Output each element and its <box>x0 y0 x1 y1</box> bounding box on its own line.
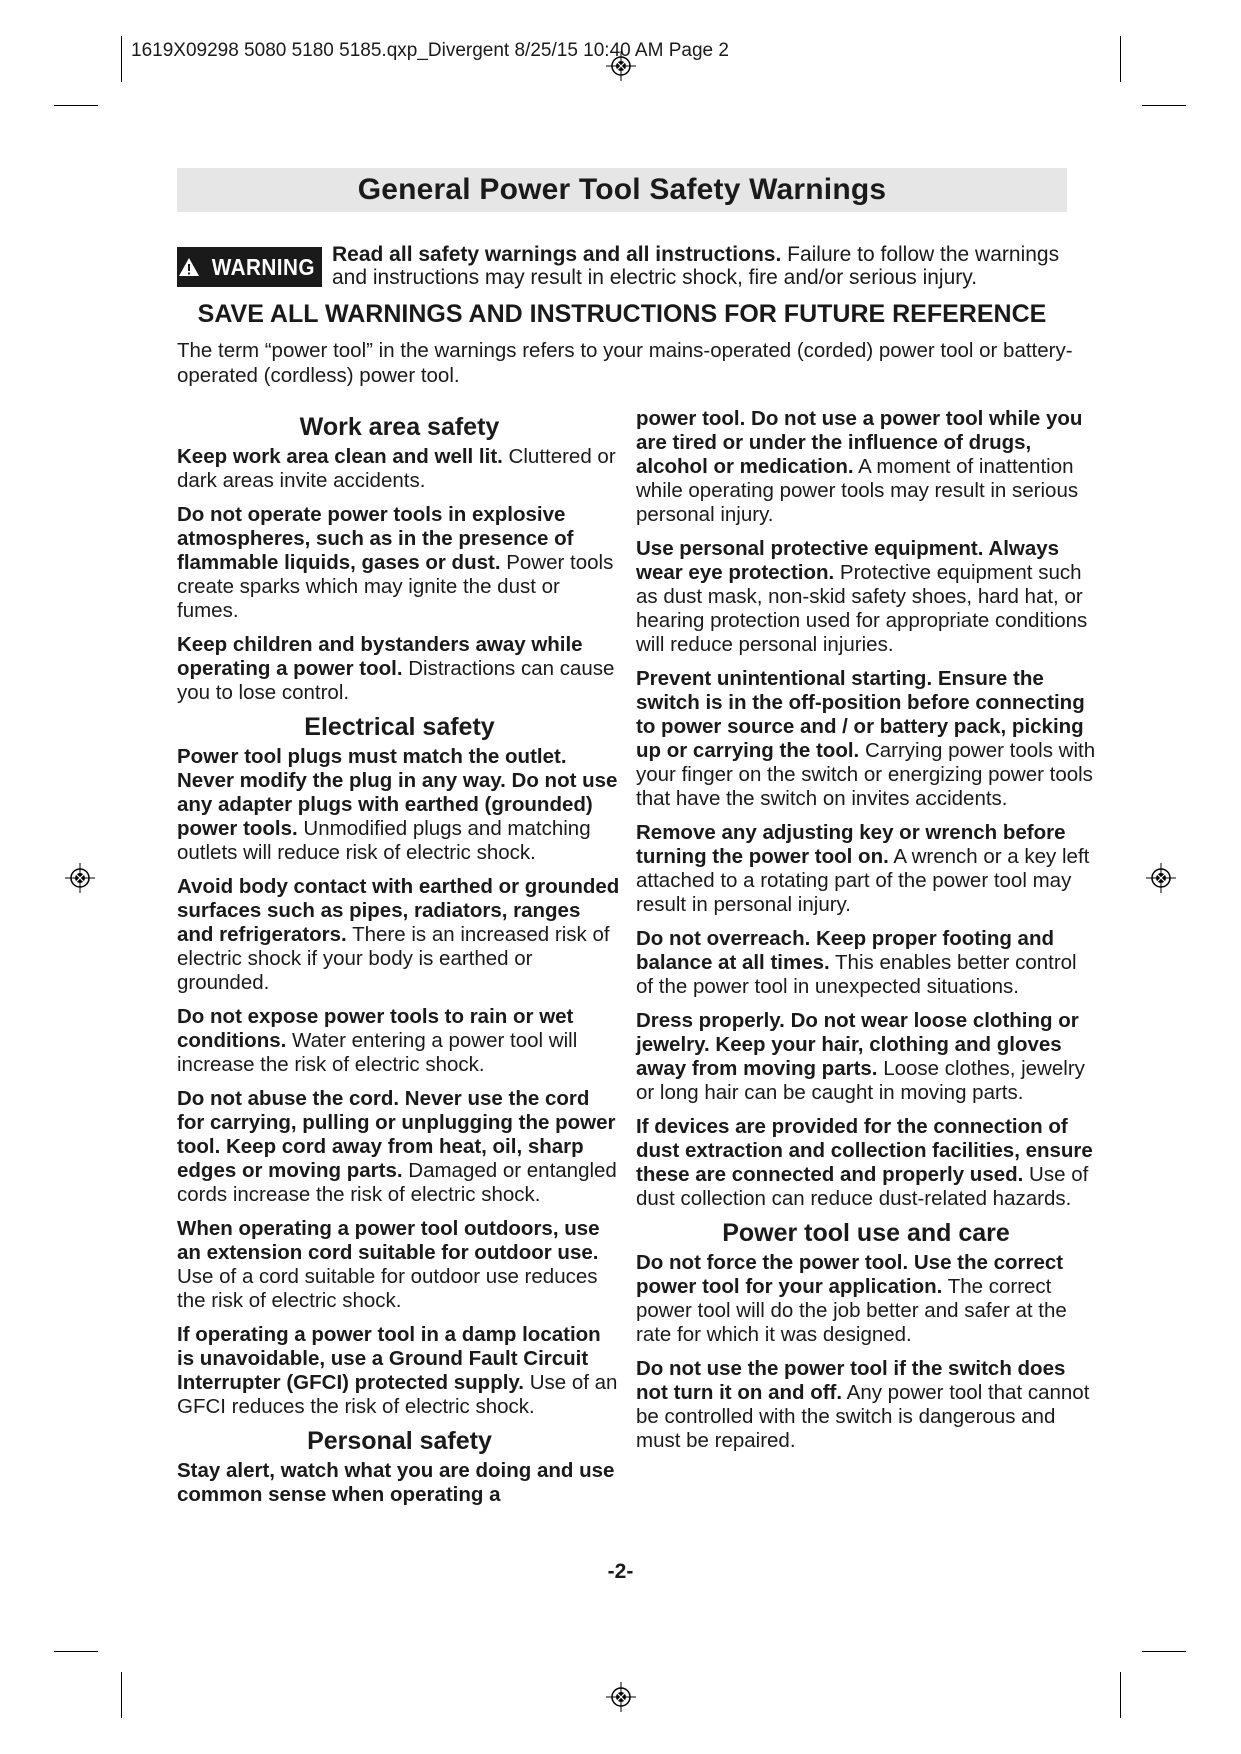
paragraph-bold: Keep children and bystanders away while operating a power tool. <box>177 633 583 680</box>
warning-body-text: Failure to follow the warnings and instructions may result in electric shock, fire and/or serious injury. <box>332 243 1060 289</box>
paragraph <box>177 1217 622 1313</box>
paragraph <box>177 445 622 493</box>
paragraph <box>636 667 1096 811</box>
paragraph <box>636 1009 1096 1105</box>
paragraph-text: Cluttered or dark areas invite accidents. <box>177 445 616 492</box>
paragraph-text: Water entering a power tool will increase the risk of electric shock. <box>177 1029 578 1076</box>
crop-mark-bottom-right <box>1120 1672 1121 1718</box>
crop-mark-left-bottom <box>54 1651 98 1652</box>
paragraph-text: A wrench or a key left attached to a rotating part of the power tool may result in personal injury. <box>636 845 1090 916</box>
paragraph <box>177 1323 622 1419</box>
paragraph-text: Protective equipment such as dust mask, non-skid safety shoes, hard hat, or hearing protection used for appropriate conditions will reduce personal injuries. <box>636 561 1088 656</box>
paragraph-bold: Remove any adjusting key or wrench before turning the power tool on. <box>636 821 1066 868</box>
paragraph-bold: Do not force the power tool. Use the correct power tool for your application. <box>636 1251 1064 1298</box>
crop-mark-top-right <box>1120 36 1121 82</box>
paragraph-text: Carrying power tools with your finger on the switch or energizing power tools that have the switch on invites accidents. <box>636 739 1096 810</box>
paragraph <box>636 821 1096 917</box>
paragraph-text: Unmodified plugs and matching outlets will reduce risk of electric shock. <box>177 817 591 864</box>
paragraph <box>177 1005 622 1077</box>
paragraph-text: Power tools create sparks which may ignite the dust or fumes. <box>177 551 614 622</box>
left-column <box>177 407 622 1517</box>
registration-mark-left-icon <box>65 863 95 893</box>
paragraph-text: There is an increased risk of electric shock if your body is earthed or grounded. <box>177 923 610 994</box>
paragraph-bold: Prevent unintentional starting. Ensure the switch is in the off-position before connecting to power source and / or battery pack, picking up or carrying the tool. <box>636 667 1085 762</box>
intro-paragraph: The term “power tool” in the warnings refers to your mains-operated (corded) power tool or battery-operated (cordless) power tool. <box>177 339 1073 387</box>
paragraph-bold: Avoid body contact with earthed or grounded surfaces such as pipes, radiators, ranges and refrigerators. <box>177 875 620 946</box>
paragraph <box>636 407 1096 527</box>
section-heading-tool-use-care: Power tool use and care <box>722 1219 1010 1247</box>
paragraph <box>636 1357 1096 1453</box>
paragraph-text: A moment of inattention while operating power tools may result in serious personal injury. <box>636 455 1079 526</box>
crop-mark-left-top <box>54 105 98 106</box>
paragraph <box>636 1115 1096 1211</box>
print-slug-line: 1619X09298 5080 5180 5185.qxp_Divergent 8/25/15 10:40 AM Page 2 <box>131 40 729 61</box>
paragraph <box>636 927 1096 999</box>
paragraph-bold: Do not operate power tools in explosive atmospheres, such as in the presence of flammable liquids, gases or dust. <box>177 503 574 574</box>
crop-mark-bottom-left <box>121 1672 122 1718</box>
paragraph <box>177 745 622 865</box>
warning-text <box>332 243 1092 289</box>
page-title: General Power Tool Safety Warnings <box>357 173 887 206</box>
paragraph <box>177 875 622 995</box>
paragraph-bold: Do not expose power tools to rain or wet conditions. <box>177 1005 574 1052</box>
paragraph-text: Use of dust collection can reduce dust-related hazards. <box>636 1163 1089 1210</box>
paragraph-bold: Use personal protective equipment. Always wear eye protection. <box>636 537 1060 584</box>
paragraph <box>177 633 622 705</box>
paragraph-bold: If operating a power tool in a damp location is unavoidable, use a Ground Fault Circuit Interrupter (GFCI) protected supply. <box>177 1323 601 1394</box>
warning-badge-label: WARNING <box>211 253 316 280</box>
paragraph <box>636 1251 1096 1347</box>
paragraph-bold: Keep work area clean and well lit. <box>177 445 503 468</box>
paragraph-text: Use of a cord suitable for outdoor use reduces the risk of electric shock. <box>177 1265 598 1312</box>
paragraph-bold: power tool. Do not use a power tool while you are tired or under the influence of drugs, alcohol or medication. <box>636 407 1083 478</box>
warning-bold-text: Read all safety warnings and all instructions. <box>332 243 782 266</box>
registration-mark-top-icon <box>606 51 636 81</box>
paragraph-bold: Power tool plugs must match the outlet. Never modify the plug in any way. Do not use any adapter plugs with earthed (grounded) power tools. <box>177 745 618 840</box>
save-instructions-heading: SAVE ALL WARNINGS AND INSTRUCTIONS FOR FUTURE REFERENCE <box>197 300 1047 328</box>
paragraph-text: This enables better control of the power tool in unexpected situations. <box>636 951 1077 998</box>
title-bar <box>177 168 1067 212</box>
registration-mark-right-icon <box>1146 863 1176 893</box>
paragraph-bold: Dress properly. Do not wear loose clothing or jewelry. Keep your hair, clothing and gloves away from moving parts. <box>636 1009 1079 1080</box>
paragraph-bold: Do not overreach. Keep proper footing and balance at all times. <box>636 927 1055 974</box>
paragraph <box>177 1087 622 1207</box>
crop-mark-top-left <box>121 36 122 82</box>
warning-triangle-icon <box>178 257 200 277</box>
paragraph-text: Loose clothes, jewelry or long hair can be caught in moving parts. <box>636 1057 1085 1104</box>
paragraph-bold: When operating a power tool outdoors, use an extension cord suitable for outdoor use. <box>177 1217 600 1264</box>
paragraph-bold: Do not abuse the cord. Never use the cord for carrying, pulling or unplugging the power tool. Keep cord away from heat, oil, sharp edges or moving parts. <box>177 1087 616 1182</box>
paragraph <box>177 503 622 623</box>
paragraph <box>636 537 1096 657</box>
paragraph-text: Distractions can cause you to lose control. <box>177 657 615 704</box>
paragraph-bold: Stay alert, watch what you are doing and use common sense when operating a <box>177 1459 615 1506</box>
paragraph-bold: If devices are provided for the connection of dust extraction and collection facilities, ensure these are connected and properly used. <box>636 1115 1093 1186</box>
registration-mark-bottom-icon <box>606 1682 636 1712</box>
paragraph <box>177 1459 622 1507</box>
paragraph-text: Damaged or entangled cords increase the risk of electric shock. <box>177 1159 617 1206</box>
paragraph-text: Any power tool that cannot be controlled with the switch is dangerous and must be repaired. <box>636 1381 1090 1452</box>
paragraph-text: The correct power tool will do the job better and safer at the rate for which it was designed. <box>636 1275 1067 1346</box>
section-heading-electrical: Electrical safety <box>304 713 495 741</box>
warning-badge <box>177 247 322 287</box>
paragraph-bold: Do not use the power tool if the switch does not turn it on and off. <box>636 1357 1066 1404</box>
section-heading-personal: Personal safety <box>307 1427 492 1455</box>
paragraph-text: Use of an GFCI reduces the risk of electric shock. <box>177 1371 618 1418</box>
page-number: -2- <box>607 1560 634 1583</box>
section-heading-work-area: Work area safety <box>299 413 500 441</box>
right-column <box>636 407 1096 1463</box>
crop-mark-right-bottom <box>1142 1651 1186 1652</box>
crop-mark-right-top <box>1142 105 1186 106</box>
